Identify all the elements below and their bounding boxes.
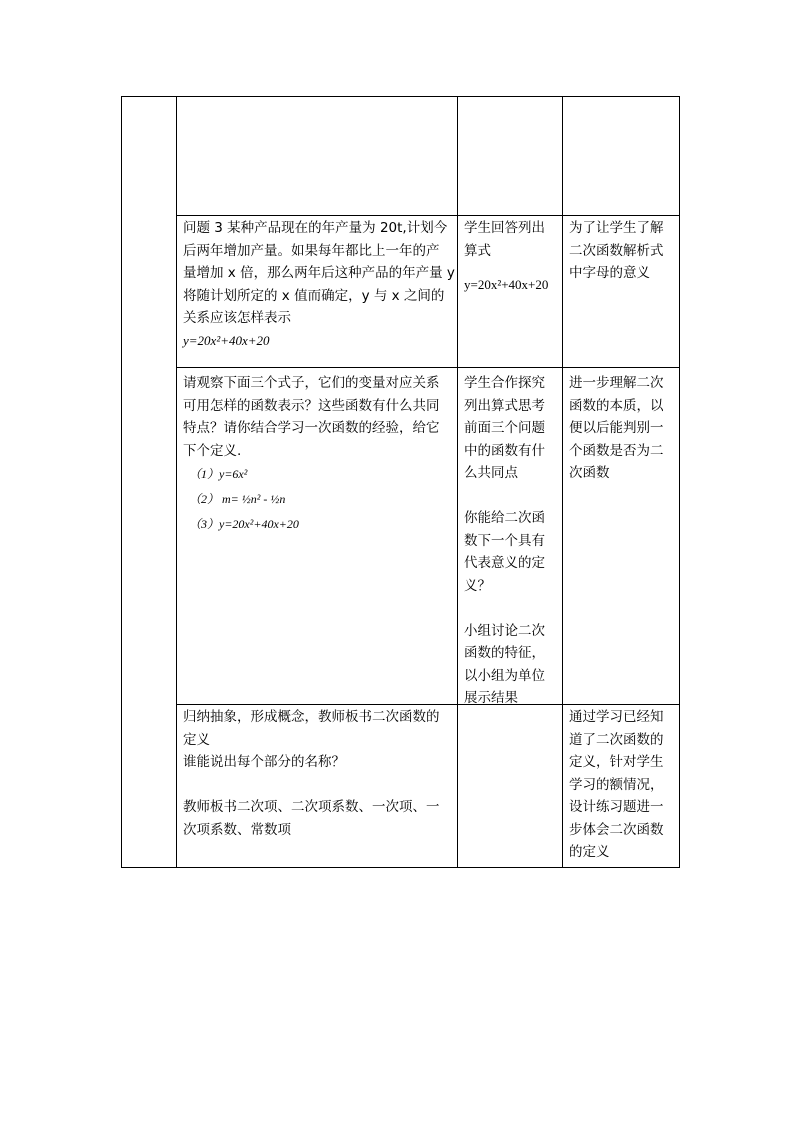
row3-intent-line: 函数的本质，以	[569, 397, 664, 414]
row4-intent-line: 步体会二次函数	[569, 821, 664, 838]
row3-formula-3: （3）y=20x²+40x+20	[189, 517, 299, 531]
row2-problem-line: 关系应该怎样表示	[183, 310, 291, 326]
row2-problem-text	[183, 217, 455, 352]
row4-problem-text	[183, 706, 440, 841]
row3-student-line: 你能给二次函	[464, 510, 545, 526]
row2-student-text	[464, 217, 548, 297]
row3-student-line: 小组讨论二次	[464, 622, 545, 639]
row4-problem-line: 归纳抽象，形成概念，教师板书二次函数的	[183, 709, 440, 725]
row3-student-text	[464, 372, 545, 710]
row2-problem-line: 量增加 x 倍，那么两年后这种产品的年产量 y	[183, 265, 455, 281]
row3-intent-line: 次函数	[569, 465, 610, 481]
row1-intent-cell	[562, 96, 680, 216]
row3-student-line: 数下一个具有	[464, 532, 545, 549]
row3-formula-1: （1）y=6x²	[189, 467, 248, 481]
row3-student-line: 展示结果	[464, 690, 518, 706]
row3-student-line: 前面三个问题	[464, 420, 545, 436]
row4-intent-line: 学习的额情况，	[569, 776, 664, 793]
row3-student-line: 列出算式思考	[464, 397, 545, 414]
row3-intent-line: 个函数是否为二	[569, 442, 664, 459]
row2-problem-line: 后两年增加产量。如果每年都比上一年的产	[183, 242, 440, 259]
row4-problem-line: 次项系数、常数项	[183, 821, 291, 838]
row3-problem-line: 下个定义.	[183, 442, 242, 459]
row4-problem-line: 教师板书二次项、二次项系数、一次项、一	[183, 799, 440, 815]
row2-problem-line: 将随计划所定的 x 值而确定，y 与 x 之间的	[183, 287, 445, 304]
row2-intent-line: 中字母的意义	[569, 265, 650, 281]
row4-intent-line: 设计练习题进一	[569, 799, 664, 815]
row2-student-formula: y=20x²+40x+20	[464, 277, 549, 292]
row1-student-cell	[457, 96, 563, 216]
row3-problem-text	[183, 372, 440, 536]
row3-intent-line: 进一步理解二次	[569, 375, 664, 391]
row4-student-cell	[457, 704, 563, 868]
row2-student-line: 学生回答列出	[464, 220, 545, 236]
row3-student-line: 代表意义的定	[464, 555, 545, 571]
row3-formula-2: （2） m= ½n² - ½n	[189, 492, 286, 506]
row3-intent-text	[569, 372, 664, 485]
row3-problem-line: 特点？请你结合学习一次函数的经验，给它	[183, 420, 440, 436]
row1-problem-cell	[176, 96, 458, 216]
table-col-stage	[121, 96, 177, 868]
row3-problem-line: 请观察下面三个式子，它们的变量对应关系	[183, 375, 440, 391]
row4-intent-line: 道了二次函数的	[569, 731, 664, 748]
row2-problem-formula: y=20x²+40x+20	[183, 332, 270, 348]
row2-problem-line: 问题 3 某种产品现在的年产量为 20t,计划今	[183, 220, 448, 236]
row3-student-line: 么共同点	[464, 465, 518, 481]
row3-student-line: 学生合作探究	[464, 375, 545, 391]
row3-student-line: 函数的特征，	[464, 645, 545, 661]
row3-student-line: 中的函数有什	[464, 442, 545, 459]
row2-intent-line: 二次函数解析式	[569, 242, 664, 259]
row3-student-line: 义？	[464, 577, 491, 594]
row2-student-line: 算式	[464, 242, 491, 259]
row4-intent-text	[569, 706, 664, 864]
row4-problem-line: 谁能说出每个部分的名称？	[183, 754, 345, 770]
row4-intent-line: 定义，针对学生	[569, 754, 664, 770]
row3-intent-line: 便以后能判别一	[569, 420, 664, 436]
row2-intent-text	[569, 217, 664, 285]
row4-intent-line: 通过学习已经知	[569, 709, 664, 725]
row2-intent-line: 为了让学生了解	[569, 220, 664, 236]
row4-problem-line: 定义	[183, 731, 210, 748]
row4-intent-line: 的定义	[569, 844, 610, 860]
row3-student-line: 以小组为单位	[464, 667, 545, 684]
lesson-plan-table	[121, 96, 680, 868]
row3-problem-line: 可用怎样的函数表示？这些函数有什么共同	[183, 397, 440, 414]
